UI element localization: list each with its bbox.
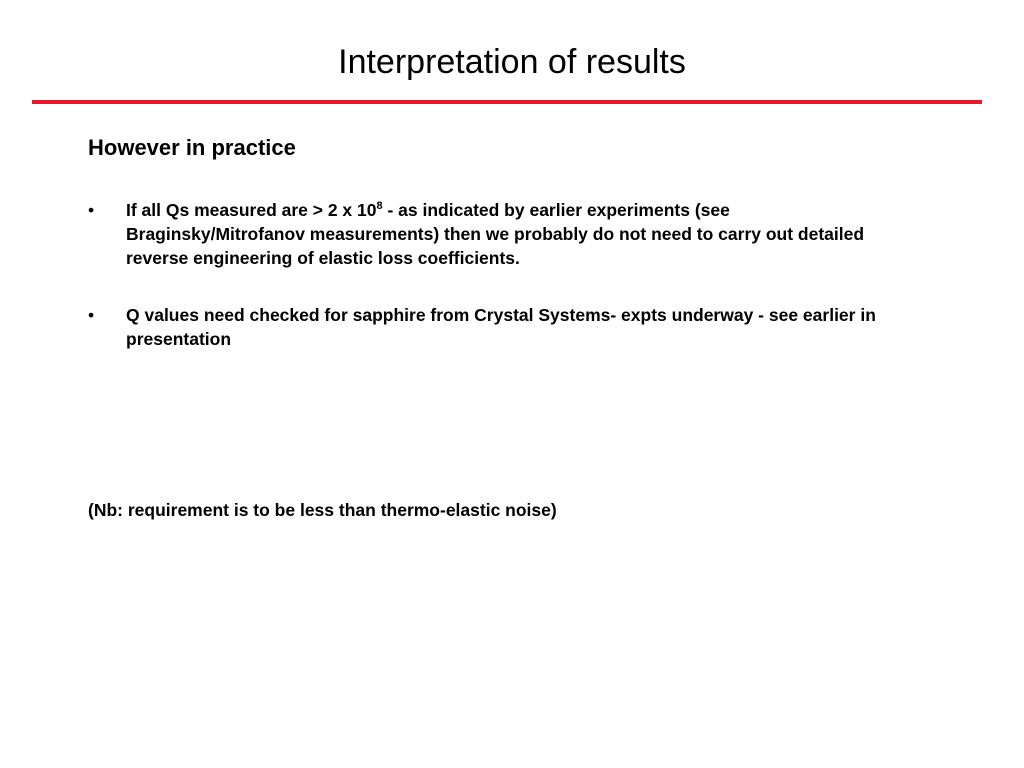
bullet-list — [88, 198, 908, 384]
bullet-text: Q values need checked for sapphire from Crystal Systems- expts underway - see earlier in presentation — [126, 305, 876, 349]
bullet-text-part: - as indicated by earlier experiments (see Braginsky/Mitrofanov measurements) then we probably do not need to carry out detailed reverse engineering of elastic loss coefficients. — [126, 200, 865, 268]
footnote: (Nb: requirement is to be less than thermo-elastic noise) — [88, 500, 557, 520]
bullet-item-q-values-measured — [88, 198, 908, 270]
bullet-text-part: If all Qs measured are > 2 x 10 — [126, 200, 377, 220]
title-divider — [32, 100, 982, 104]
bullet-marker: • — [88, 200, 95, 220]
slide-title: Interpretation of results — [338, 43, 686, 81]
bullet-marker: • — [88, 305, 95, 325]
bullet-superscript: 8 — [376, 200, 383, 213]
subheading: However in practice — [88, 135, 296, 160]
bullet-item-sapphire-q-values — [88, 303, 908, 351]
